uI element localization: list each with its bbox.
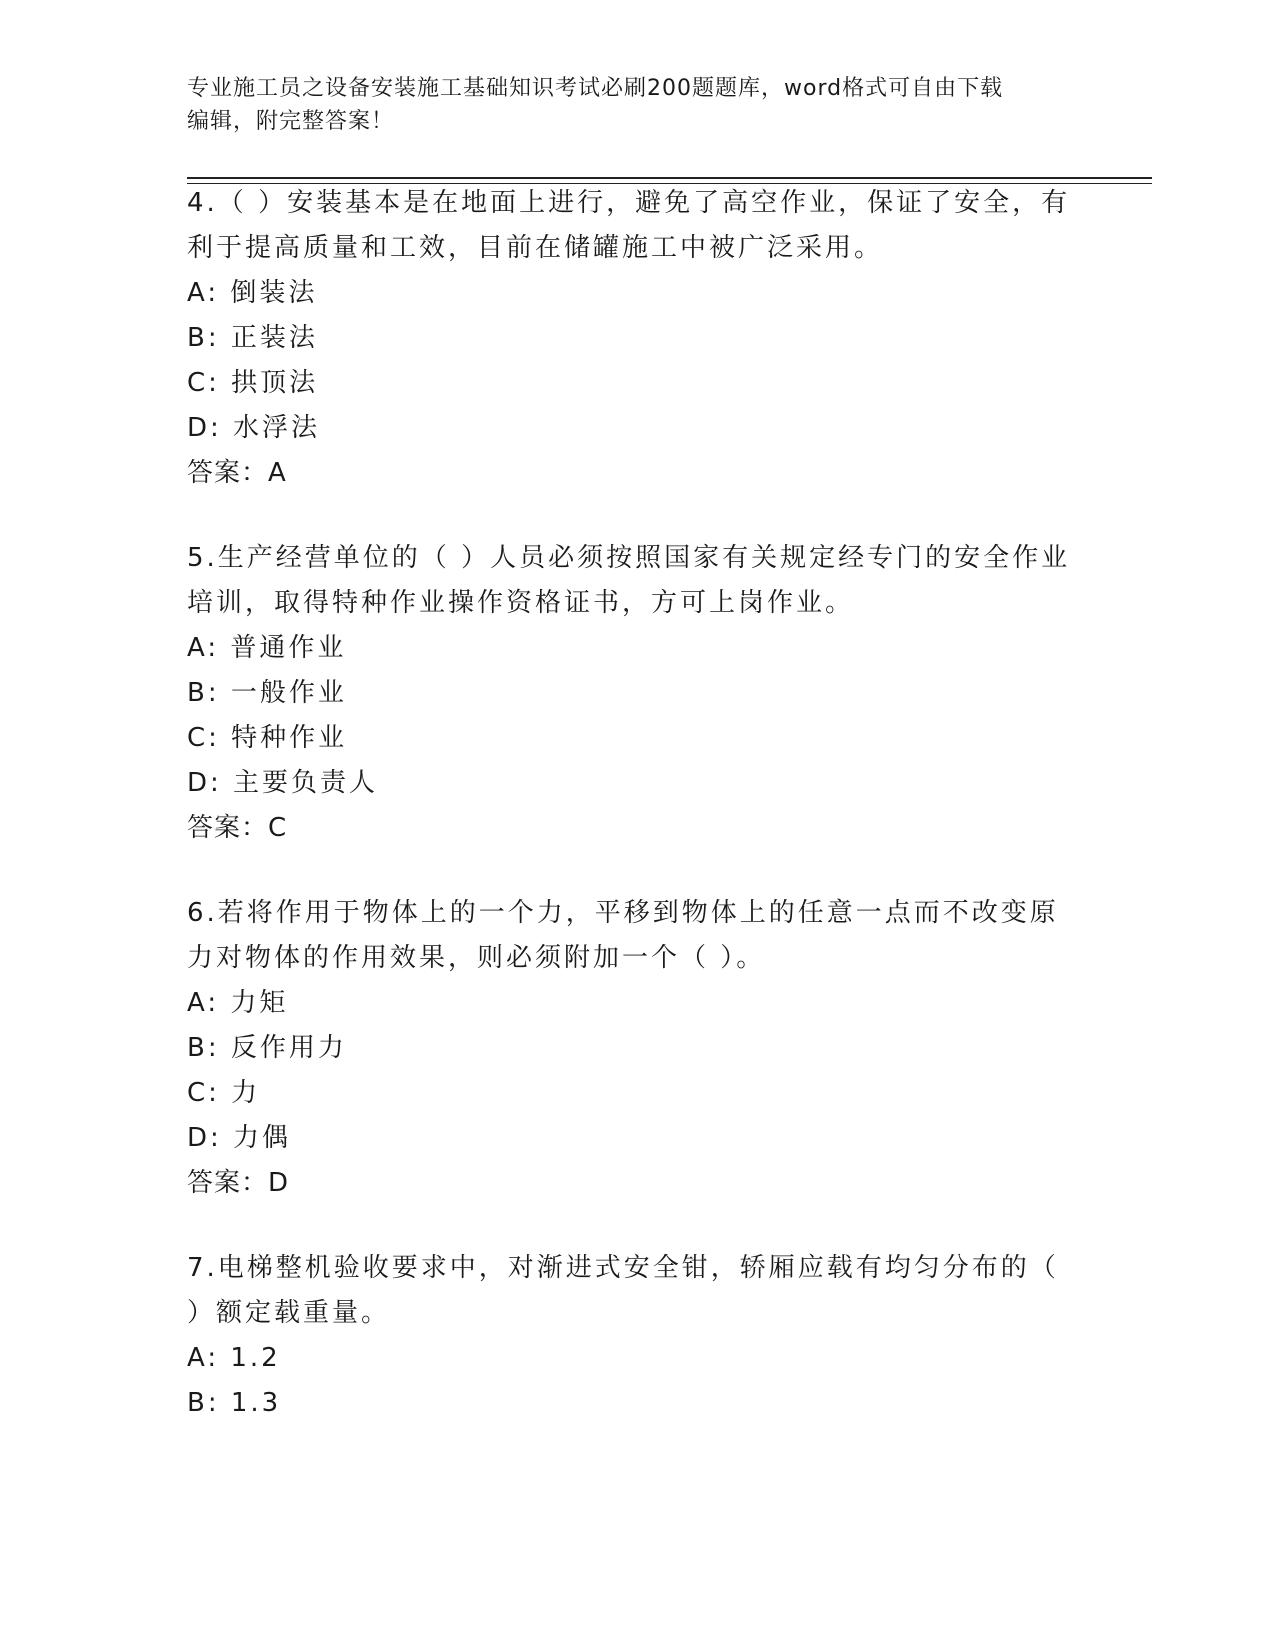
option-c: C: 特种作业	[187, 723, 348, 753]
answer: 答案：C	[187, 813, 288, 843]
option-c: C: 拱顶法	[187, 368, 319, 398]
header-divider-thick	[187, 177, 1152, 179]
option-d: D: 力偶	[187, 1123, 292, 1153]
header-line-2: 编辑，附完整答案！	[187, 109, 395, 134]
option-b: B: 反作用力	[187, 1033, 347, 1063]
answer: 答案：D	[187, 1168, 290, 1198]
option-a: A: 力矩	[187, 988, 289, 1018]
answer: 答案：A	[187, 458, 287, 488]
option-d: D: 水浮法	[187, 413, 321, 443]
option-b: B: 正装法	[187, 323, 318, 353]
option-a: A: 倒装法	[187, 278, 318, 308]
option-d: D: 主要负责人	[187, 768, 379, 798]
option-a: A: 1.2	[187, 1343, 281, 1373]
question-stem-line: ）额定载重量。	[187, 1298, 391, 1328]
question-stem	[187, 536, 1147, 626]
option-b: B: 一般作业	[187, 678, 347, 708]
question-stem-line: 4.（ ）安装基本是在地面上进行，避免了高空作业，保证了安全，有	[187, 188, 1071, 218]
question-stem-line: 6.若将作用于物体上的一个力，平移到物体上的任意一点而不改变原	[187, 898, 1059, 928]
header-line-1: 专业施工员之设备安装施工基础知识考试必刷200题题库，word格式可自由下载	[187, 76, 1004, 101]
question-stem-line: 力对物体的作用效果，则必须附加一个（ ）。	[187, 943, 766, 973]
question-stem	[187, 891, 1147, 981]
question-stem	[187, 181, 1147, 271]
option-c: C: 力	[187, 1078, 261, 1108]
option-a: A: 普通作业	[187, 633, 347, 663]
question-5	[187, 536, 1147, 851]
question-stem-line: 利于提高质量和工效，目前在储罐施工中被广泛采用。	[187, 233, 884, 263]
question-stem-line: 培训，取得特种作业操作资格证书，方可上岗作业。	[187, 588, 855, 618]
question-stem-line: 7.电梯整机验收要求中，对渐进式安全钳，轿厢应载有均匀分布的（	[187, 1253, 1059, 1283]
question-4	[187, 181, 1147, 496]
option-b: B: 1.3	[187, 1388, 282, 1418]
document-header	[187, 72, 1087, 138]
question-6	[187, 891, 1147, 1206]
question-stem-line: 5.生产经营单位的（ ）人员必须按照国家有关规定经专门的安全作业	[187, 543, 1071, 573]
question-7	[187, 1246, 1147, 1426]
question-stem	[187, 1246, 1147, 1336]
